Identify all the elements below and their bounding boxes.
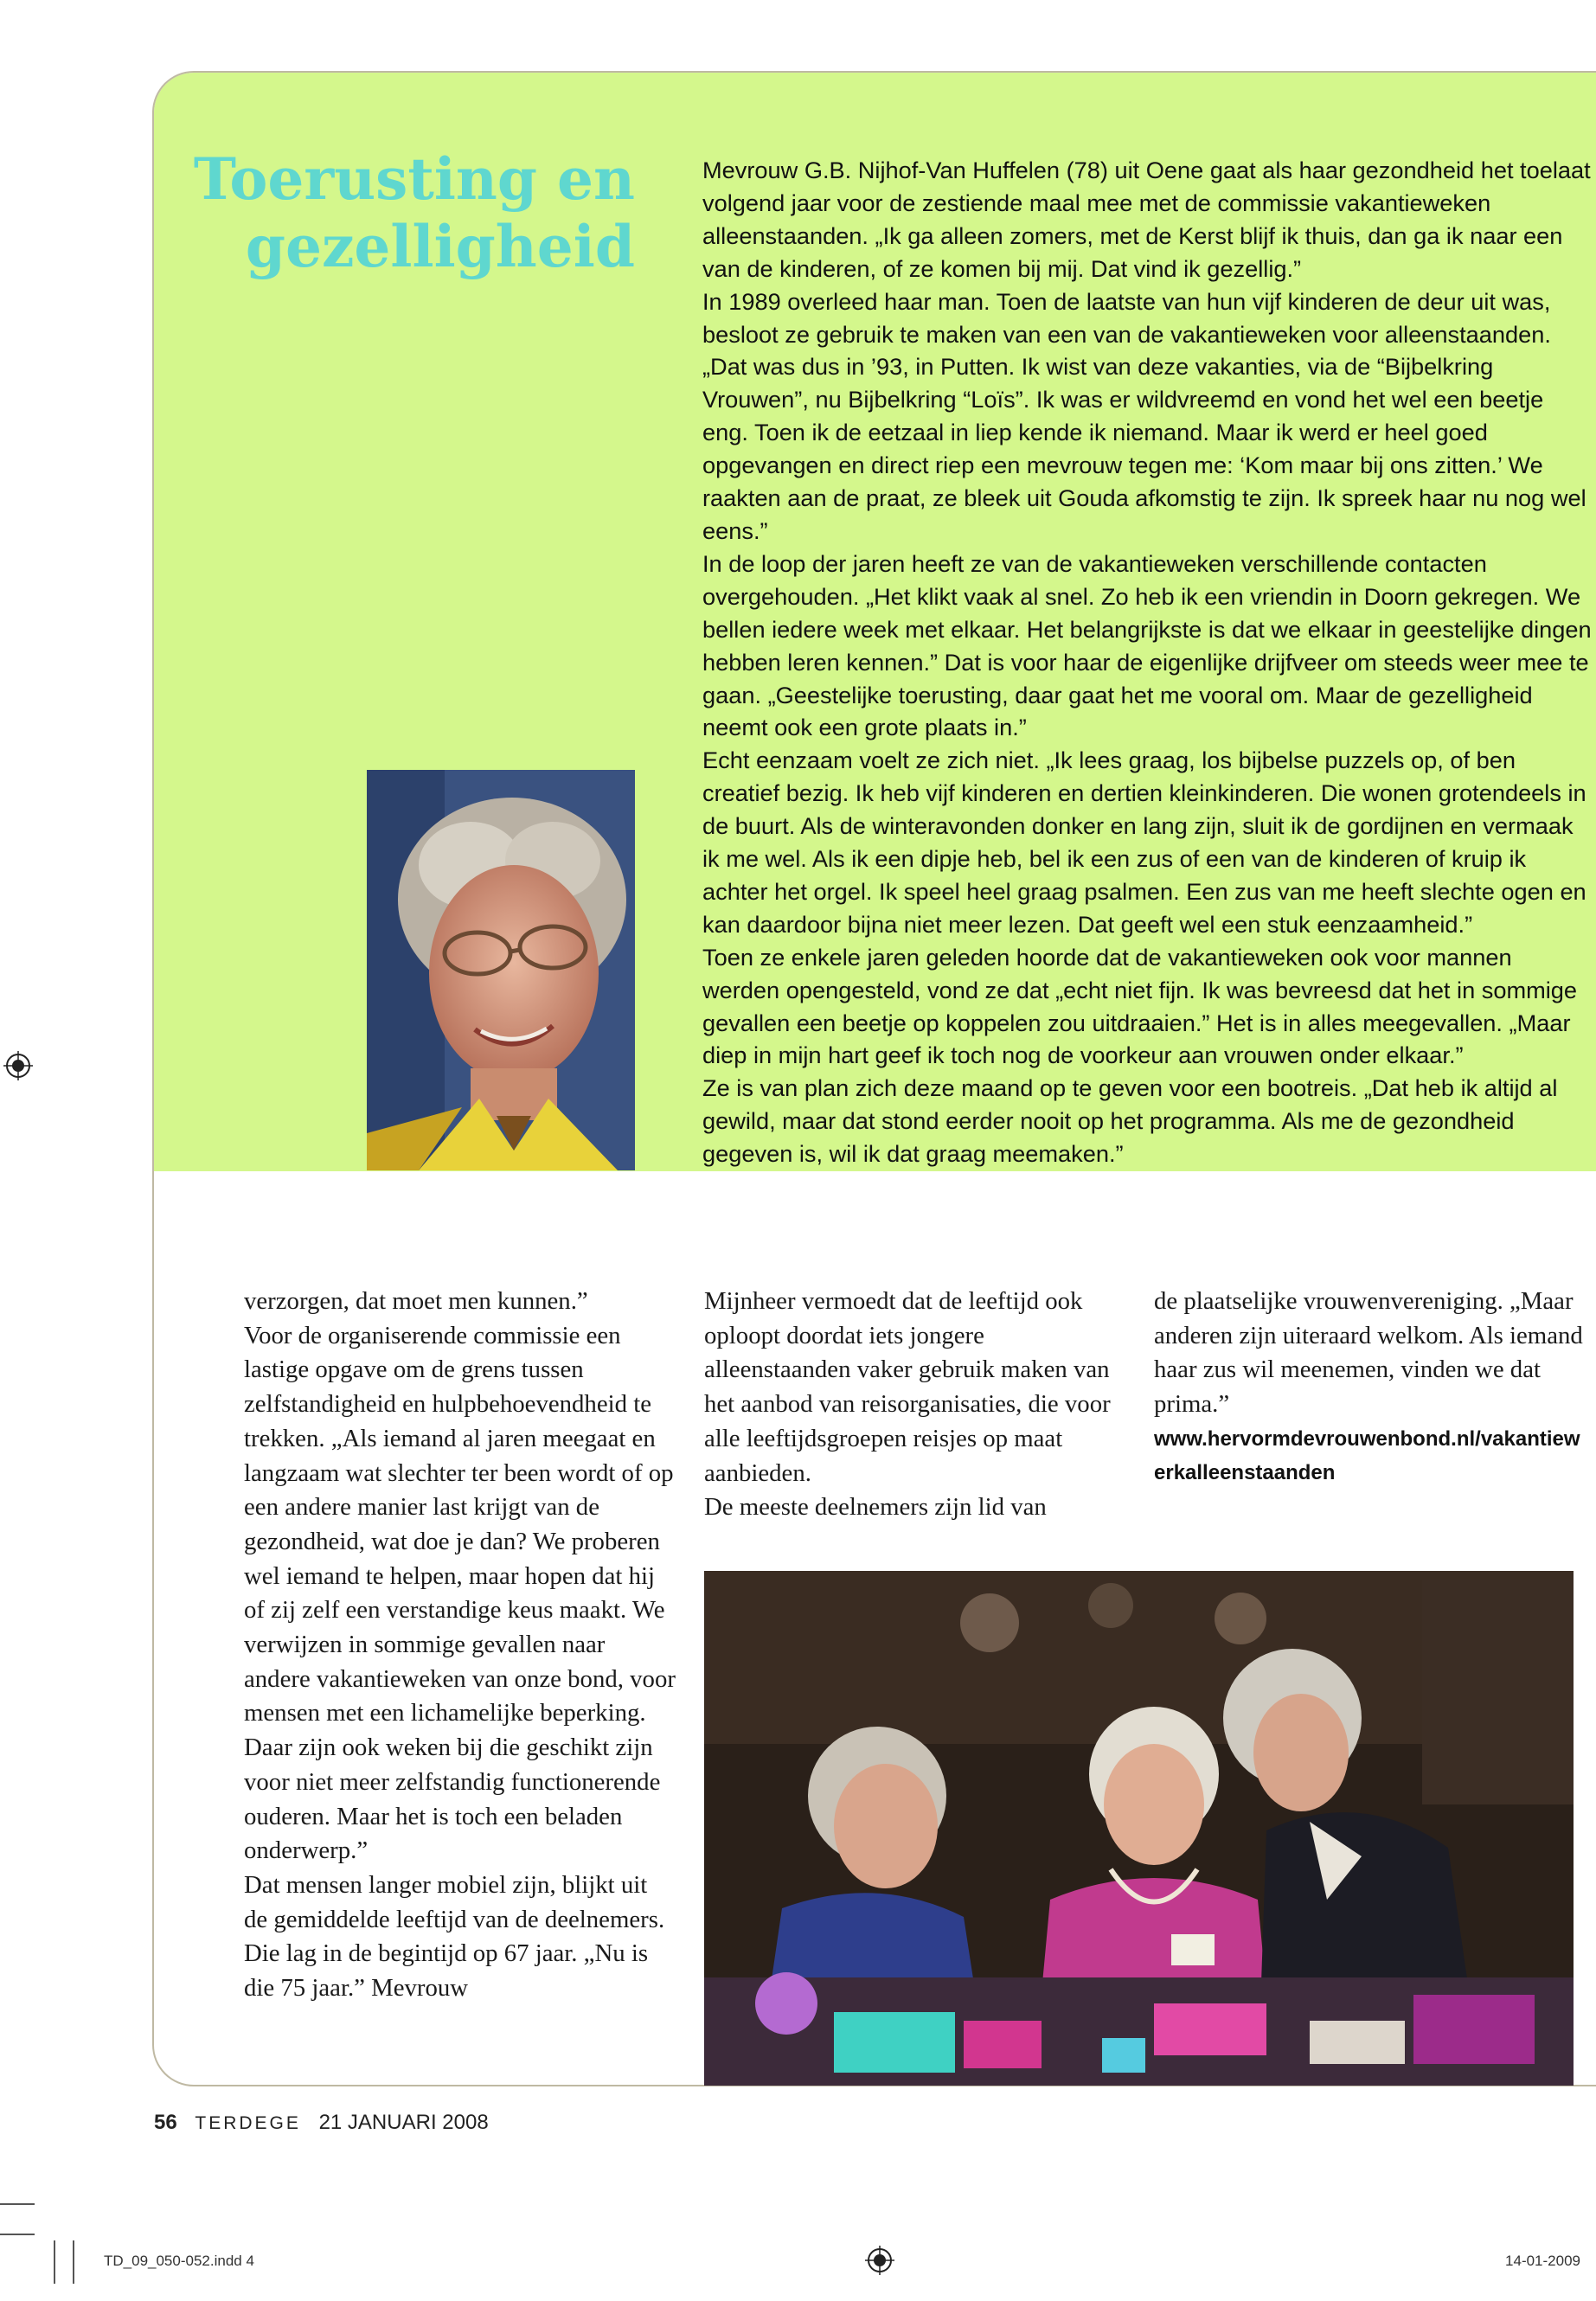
print-slug-date: 14-01-2009 — [1505, 2253, 1580, 2269]
crop-mark — [0, 2234, 35, 2235]
body-column-3 — [1154, 1285, 1586, 1490]
registration-mark-icon — [3, 1051, 33, 1080]
story-paragraph: Mevrouw G.B. Nijhof-Van Huffelen (78) uit Oene gaat als haar gezondheid het toelaat volgend jaar voor de zestiende maal mee met de commissie vakantieweken alleenstaanden. „Ik ga alleen zomers, met de Kerst blijf ik thuis, dan ga ik naar een van de kinderen, of ze komen bij mij. Dat vind ik gezellig.” — [702, 157, 1591, 282]
column-paragraph: Dat mensen langer mobiel zijn, blijkt uit de gemiddelde leeftijd van de deelnemers. Die lag in de begintijd op 67 jaar. „Nu is die 75 jaar.” Mevrouw — [244, 1870, 665, 2003]
headline-line-2: gezelligheid — [245, 213, 635, 280]
portrait-photo — [367, 770, 635, 1170]
group-photo — [704, 1571, 1574, 2086]
body-column-1 — [244, 1285, 676, 2006]
story-paragraph: Echt eenzaam voelt ze zich niet. „Ik lees graag, los bijbelse puzzels op, of ben creatief bezig. Ik heb vijf kinderen en dertien kleinkinderen. Die wonen grotendeels in de buurt. Als de winteravonden donker en lang zijn, sluit ik de gordijnen en vermaak ik me wel. Als ik een dipje heb, bel ik een zus of een van de kinderen of kruip ik achter het orgel. Ik speel heel graag psalmen. Een zus van me heeft slechte ogen en kan daardoor bijna niet meer lezen. Dat geeft wel een stuk eenzaamheid.” — [702, 747, 1586, 938]
sidebar-story — [702, 154, 1593, 1170]
group-photo-illustration — [704, 1571, 1574, 2086]
magazine-name: TERDEGE — [195, 2113, 301, 2133]
issue-date: 21 JANUARI 2008 — [318, 2111, 489, 2134]
column-paragraph: verzorgen, dat moet men kunnen.” — [244, 1287, 588, 1315]
story-paragraph: In 1989 overleed haar man. Toen de laatste van hun vijf kinderen de deur uit was, besloot ze gebruik te maken van een van de vakantieweken voor alleenstaanden. „Dat was dus in ’93, in Putten. Ik wist van deze vakanties, via de “Bijbelkring Vrouwen”, nu Bijbelkring “Loïs”. Ik was er wildvreemd en vond het wel een beetje eng. Toen ik de eetzaal in liep kende ik niemand. Maar ik werd er heel goed opgevangen en direct riep een mevrouw tegen me: ‘Kom maar bij ons zitten.’ We raakten aan de praat, ze bleek uit Gouda afkomstig te zijn. Ik spreek haar nu nog wel eens.” — [702, 287, 1586, 544]
story-paragraph: Toen ze enkele jaren geleden hoorde dat de vakantieweken ook voor mannen werden opengesteld, vond ze dat „echt niet fijn. Ik was bevreesd dat het in sommige gevallen een beetje op koppelen zou uitdraaien.” Het is in alles meegevallen. „Maar diep in mijn hart geef ik toch nog de voorkeur aan vrouwen onder elkaar.” — [702, 943, 1578, 1069]
crop-mark — [54, 2240, 55, 2284]
body-column-2 — [704, 1285, 1137, 1525]
column-paragraph: Voor de organiserende commissie een lastige opgave om de grens tussen zelfstandigheid en hulpbehoevendheid te trekken. „Als iemand al jaren meegaat en langzaam wat slechter ter been wordt of op een andere manier last krijgt van de gezondheid, wat doe je dan? We proberen wel iemand te helpen, maar hopen dat hij of zij zelf een verstandige keus maakt. We verwijzen in sommige gevallen naar andere vakantieweken van onze bond, voor mensen met een lichamelijke beperking. Daar zijn ook weken bij die geschikt zijn voor niet meer zelfstandig functionerende ouderen. Maar het is toch een beladen onderwerp.” — [244, 1321, 676, 1865]
article-headline — [173, 145, 635, 280]
crop-mark — [0, 2203, 35, 2205]
column-paragraph: de plaatselijke vrouwenvereniging. „Maar anderen zijn uiteraard welkom. Als iemand haar zus wil meenemen, vinden we dat prima.” — [1154, 1287, 1583, 1419]
print-slug-file: TD_09_050-052.indd 4 — [104, 2253, 254, 2269]
crop-mark — [73, 2240, 74, 2284]
column-paragraph: De meeste deelnemers zijn lid van — [704, 1493, 1047, 1522]
page-number: 56 — [154, 2111, 177, 2134]
story-paragraph: Ze is van plan zich deze maand op te geven voor een bootreis. „Dat heb ik altijd al gewild, maar dat stond eerder nooit op het programma. Als me de gezondheid gegeven is, wil ik dat graag meemaken.” — [702, 1074, 1558, 1168]
website-link[interactable]: www.hervormdevrouwenbond.nl/vakantiewerkalleenstaanden — [1154, 1426, 1580, 1484]
registration-mark-icon — [865, 2246, 894, 2275]
headline-line-1: Toerusting en — [193, 145, 635, 213]
column-paragraph: Mijnheer vermoedt dat de leeftijd ook oploopt doordat iets jongere alleenstaanden vaker gebruik maken van het aanbod van reisorganisaties, die voor alle leeftijdsgroepen reisjes op maat aanbieden. — [704, 1287, 1111, 1487]
page-folio — [154, 2111, 489, 2135]
story-paragraph: In de loop der jaren heeft ze van de vakantieweken verschillende contacten overgehouden. „Het klikt vaak al snel. Zo heb ik een vriendin in Doorn gekregen. We bellen iedere week met elkaar. Het belangrijkste is dat we elkaar in geestelijke dingen hebben leren kennen.” Dat is voor haar de eigenlijke drijfveer om steeds weer mee te gaan. „Geestelijke toerusting, daar gaat het me vooral om. Maar de gezelligheid neemt ook een grote plaats in.” — [702, 549, 1592, 741]
portrait-illustration — [367, 770, 635, 1170]
